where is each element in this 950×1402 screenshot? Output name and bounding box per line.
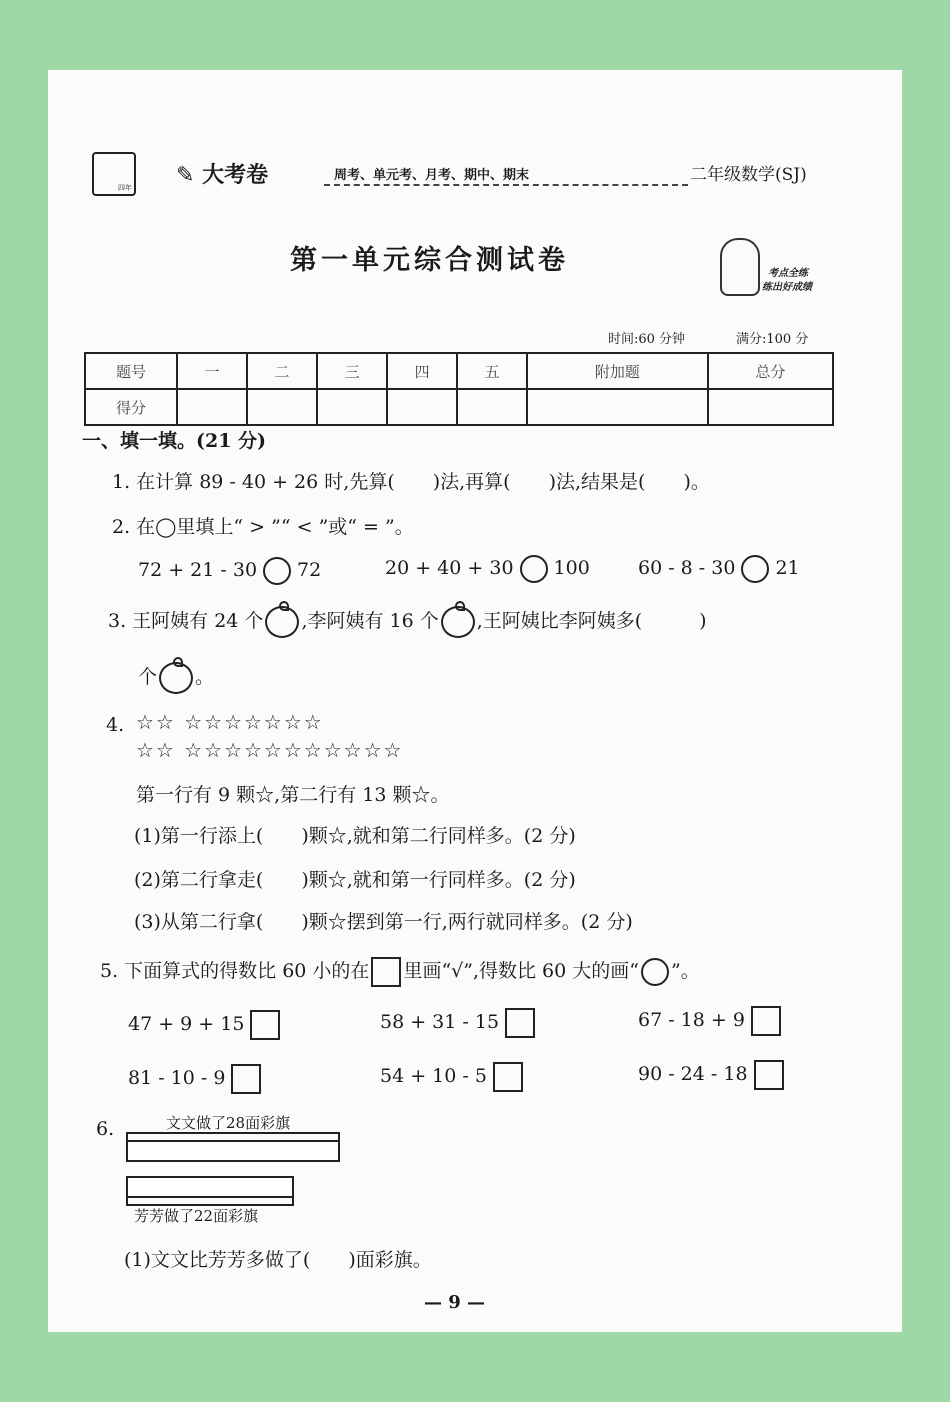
score-row-label: 得分 (85, 389, 177, 425)
brand-logo (176, 158, 268, 189)
q5-item (638, 1006, 781, 1036)
page-number: — 9 — (424, 1292, 486, 1313)
corner-icon-label: 四年 (118, 184, 132, 192)
apple-icon (159, 662, 193, 694)
q2-left: 72 + 21 - 30 (138, 559, 258, 581)
apple-icon (441, 606, 475, 638)
q2-item (138, 557, 321, 585)
score-input-cell[interactable] (457, 389, 527, 425)
q5-expression: 58 + 31 - 15 (380, 1011, 500, 1033)
score-input-cell[interactable] (527, 389, 708, 425)
score-input-cell[interactable] (387, 389, 457, 425)
q5-item (128, 1010, 280, 1040)
question-1: 1. 在计算 89 - 40 + 26 时,先算( )法,再算( )法,结果是( )。 (112, 471, 710, 493)
apple-icon (265, 606, 299, 638)
score-header-cell: 题号 (85, 353, 177, 389)
grade-label: 二年级数学(SJ) (690, 165, 807, 185)
mascot-icon (720, 238, 760, 296)
compare-circle[interactable] (741, 555, 769, 583)
q4-number: 4. (106, 714, 125, 736)
q5-text: 里画“√”,得数比 60 大的画“ (403, 960, 639, 982)
mascot-line1: 考点全练 (768, 268, 808, 279)
corner-icon (92, 152, 136, 196)
answer-box[interactable] (493, 1062, 523, 1092)
q3-text: 个 (138, 666, 158, 688)
brand-name: 大考卷 (202, 163, 269, 188)
q5-item (380, 1008, 535, 1038)
q3-text: 。 (195, 666, 215, 688)
q5-item (380, 1062, 523, 1092)
q3-text: ,王阿姨比李阿姨多( ) (476, 610, 707, 632)
star-row-2: ☆☆ ☆☆☆☆☆☆☆☆☆☆☆ (136, 738, 404, 762)
q4-sub-2: (2)第二行拿走( )颗☆,就和第一行同样多。(2 分) (134, 869, 576, 891)
q4-sub-3: (3)从第二行拿( )颗☆摆到第一行,两行就同样多。(2 分) (134, 911, 633, 933)
score-header-cell: 三 (317, 353, 387, 389)
wenwen-bar (126, 1140, 340, 1162)
q6-number: 6. (96, 1118, 115, 1140)
answer-box[interactable] (250, 1010, 280, 1040)
time-label: 时间:60 分钟 (608, 332, 686, 347)
q2-left: 20 + 40 + 30 (385, 557, 514, 579)
q5-text: ”。 (670, 960, 700, 982)
score-input-cell[interactable] (708, 389, 833, 425)
q3-text: ,李阿姨有 16 个 (301, 610, 439, 632)
score-header-cell: 五 (457, 353, 527, 389)
q5-expression: 81 - 10 - 9 (128, 1067, 226, 1089)
page-title: 第一单元综合测试卷 (290, 245, 569, 276)
answer-box (371, 957, 401, 987)
score-header-cell: 二 (247, 353, 317, 389)
score-input-cell[interactable] (317, 389, 387, 425)
q5-expression: 90 - 24 - 18 (638, 1063, 748, 1085)
q5-expression: 54 + 10 - 5 (380, 1065, 487, 1087)
q6-bottom-label: 芳芳做了22面彩旗 (134, 1207, 259, 1225)
q5-item (638, 1060, 784, 1090)
score-input-cell[interactable] (247, 389, 317, 425)
q5-text: 5. 下面算式的得数比 60 小的在 (100, 960, 370, 982)
q2-item (638, 555, 800, 583)
answer-box[interactable] (754, 1060, 784, 1090)
q2-left: 60 - 8 - 30 (638, 557, 736, 579)
q2-right: 100 (553, 557, 590, 579)
question-2: 2. 在◯里填上“ > ”“ < ”或“ = ”。 (112, 516, 414, 538)
fangfang-bar (126, 1176, 294, 1198)
score-header-cell: 总分 (708, 353, 833, 389)
score-table (84, 352, 834, 426)
question-3-line2 (138, 662, 214, 694)
score-table-row (85, 353, 833, 389)
star-row-1: ☆☆ ☆☆☆☆☆☆☆ (136, 710, 324, 734)
answer-box[interactable] (505, 1008, 535, 1038)
score-input-cell[interactable] (177, 389, 247, 425)
q2-item (385, 555, 590, 583)
score-header-cell: 一 (177, 353, 247, 389)
mascot-line2: 练出好成绩 (762, 282, 812, 293)
score-table-row (85, 389, 833, 425)
score-header-cell: 四 (387, 353, 457, 389)
question-5 (100, 956, 700, 987)
full-score-label: 满分:100 分 (736, 332, 809, 347)
q5-expression: 67 - 18 + 9 (638, 1009, 745, 1031)
answer-box[interactable] (751, 1006, 781, 1036)
q5-item (128, 1064, 261, 1094)
q2-right: 21 (775, 557, 800, 579)
q5-expression: 47 + 9 + 15 (128, 1013, 245, 1035)
question-3 (108, 606, 707, 638)
answer-circle-icon (641, 958, 669, 986)
score-header-cell: 附加题 (527, 353, 708, 389)
q2-right: 72 (297, 559, 322, 581)
q6-sub-1: (1)文文比芳芳多做了( )面彩旗。 (124, 1249, 432, 1271)
compare-circle[interactable] (520, 555, 548, 583)
q4-description: 第一行有 9 颗☆,第二行有 13 颗☆。 (136, 784, 450, 806)
header-subtitle: 周考、单元考、月考、期中、期末 (334, 168, 530, 183)
q3-text: 3. 王阿姨有 24 个 (108, 610, 264, 632)
section-heading: 一、填一填。(21 分) (82, 430, 267, 452)
brand-mark-icon: ✎ (176, 163, 203, 188)
mascot (712, 232, 836, 300)
q4-sub-1: (1)第一行添上( )颗☆,就和第二行同样多。(2 分) (134, 825, 576, 847)
q6-top-label: 文文做了28面彩旗 (166, 1114, 291, 1132)
compare-circle[interactable] (263, 557, 291, 585)
answer-box[interactable] (231, 1064, 261, 1094)
header-divider (324, 184, 688, 186)
